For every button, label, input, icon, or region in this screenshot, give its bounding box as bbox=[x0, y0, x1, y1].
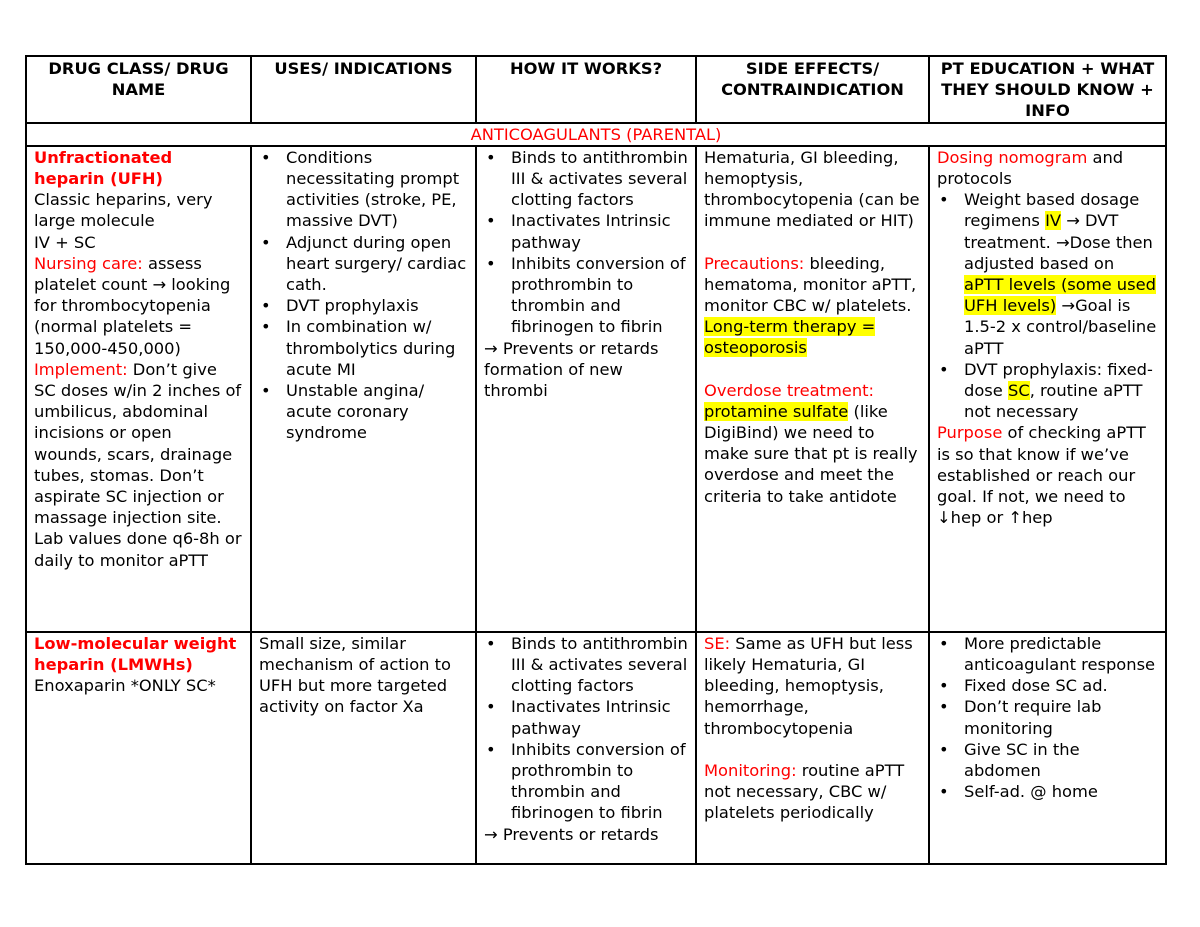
header-side-effects: SIDE EFFECTS/ CONTRAINDICATION bbox=[696, 56, 929, 123]
list-item: • Don’t require lab monitoring bbox=[937, 696, 1158, 738]
list-item: • Binds to antithrombin III & activates several clotting factors bbox=[484, 633, 688, 697]
ufh-overdose-label: Overdose treatment: bbox=[704, 380, 875, 400]
list-item: • In combination w/ thrombolytics during acute MI bbox=[259, 316, 468, 380]
edu-text: →Goal is 1.5-2 x control/baseline aPTT bbox=[964, 296, 1157, 358]
list-item: • Binds to antithrombin III & activates several clotting factors bbox=[484, 147, 688, 211]
ufh-purpose bbox=[937, 422, 1158, 528]
ufh-implement bbox=[34, 359, 243, 571]
list-item: • Give SC in the abdomen bbox=[937, 739, 1158, 781]
section-row bbox=[26, 123, 1166, 146]
ufh-how-list bbox=[484, 147, 688, 338]
edu-text: → DVT treatment. →Dose then adjusted based on bbox=[964, 211, 1153, 273]
header-row bbox=[26, 56, 1166, 123]
list-item: • Adjunct during open heart surgery/ cardiac cath. bbox=[259, 232, 468, 296]
ufh-how-cell bbox=[476, 146, 696, 632]
ufh-edu-intro bbox=[937, 147, 1158, 189]
lmwh-monitoring-text: routine aPTT not necessary, CBC w/ platelets periodically bbox=[704, 760, 905, 823]
ufh-route: IV + SC bbox=[34, 232, 96, 252]
ufh-purpose-label: Purpose bbox=[937, 423, 1003, 443]
lmwh-se-text: Same as UFH but less likely Hematuria, GI bleeding, hemoptysis, hemorrhage, thrombocytopenia bbox=[704, 633, 913, 738]
lmwh-edu-cell bbox=[929, 632, 1166, 864]
ufh-edu-label: Dosing nomogram bbox=[937, 147, 1088, 167]
lmwh-monitoring bbox=[704, 760, 921, 824]
ufh-se-text: Hematuria, GI bleeding, hemoptysis, thrombocytopenia (can be immune mediated or HIT) bbox=[704, 147, 920, 231]
lmwh-se bbox=[704, 633, 921, 739]
lmwh-se-cell bbox=[696, 632, 929, 864]
ufh-uses-cell bbox=[251, 146, 476, 632]
header-pt-education: PT EDUCATION + WHAT THEY SHOULD KNOW + INFO bbox=[929, 56, 1166, 123]
edu-text: , routine aPTT not necessary bbox=[964, 381, 1143, 422]
ufh-edu-cell bbox=[929, 146, 1166, 632]
lmwh-how-result: → Prevents or retards bbox=[484, 824, 659, 844]
ufh-precautions-text: bleeding, hematoma, monitor aPTT, monitor CBC w/ platelets. bbox=[704, 253, 917, 316]
header-uses: USES/ INDICATIONS bbox=[251, 56, 476, 123]
ufh-overdose-highlight: protamine sulfate bbox=[704, 401, 849, 421]
ufh-drug-cell bbox=[26, 146, 251, 632]
edu-highlight: IV bbox=[1045, 211, 1062, 231]
header-how: HOW IT WORKS? bbox=[476, 56, 696, 123]
edu-text: DVT prophylaxis: fixed-dose bbox=[964, 359, 1153, 401]
lmwh-monitoring-label: Monitoring: bbox=[704, 760, 797, 780]
edu-highlight: SC bbox=[1007, 381, 1030, 401]
list-item: • DVT prophylaxis bbox=[259, 295, 468, 316]
ufh-se-cell bbox=[696, 146, 929, 632]
ufh-edu-list bbox=[937, 189, 1158, 422]
ufh-desc: Classic heparins, very large molecule bbox=[34, 190, 213, 231]
header-drug-class: DRUG CLASS/ DRUG NAME bbox=[26, 56, 251, 123]
list-item: • Conditions necessitating prompt activities (stroke, PE, massive DVT) bbox=[259, 147, 468, 232]
ufh-uses-list bbox=[259, 147, 468, 444]
ufh-precautions bbox=[704, 253, 921, 359]
list-item: • Fixed dose SC ad. bbox=[937, 675, 1158, 696]
list-item: • Inactivates Intrinsic pathway bbox=[484, 210, 688, 252]
lmwh-row bbox=[26, 632, 1166, 864]
lmwh-how-cell bbox=[476, 632, 696, 864]
lmwh-desc: Enoxaparin *ONLY SC* bbox=[34, 676, 216, 696]
list-item: • Inhibits conversion of prothrombin to thrombin and fibrinogen to fibrin bbox=[484, 739, 688, 824]
lmwh-uses-cell bbox=[251, 632, 476, 864]
edu-highlight: aPTT levels (some used UFH levels) bbox=[964, 275, 1156, 316]
lmwh-edu-list bbox=[937, 633, 1158, 803]
lmwh-se-label: SE: bbox=[704, 633, 731, 653]
list-item: • Inhibits conversion of prothrombin to thrombin and fibrinogen to fibrin bbox=[484, 253, 688, 338]
lmwh-how-list bbox=[484, 633, 688, 824]
ufh-purpose-text: of checking aPTT is so that know if we’ve established or reach our goal. If not, we need to ↓hep or ↑hep bbox=[937, 423, 1146, 528]
ufh-precautions-highlight: Long-term therapy = osteoporosis bbox=[704, 317, 876, 358]
list-item: • More predictable anticoagulant response bbox=[937, 633, 1158, 675]
section-title: ANTICOAGULANTS (PARENTAL) bbox=[26, 123, 1166, 146]
ufh-overdose-text: (like DigiBind) we need to make sure that pt is really overdose and meet the criteria to take antidote bbox=[704, 401, 918, 506]
ufh-implement-label: Implement: bbox=[34, 359, 128, 379]
edu-text: Weight based dosage regimens bbox=[964, 190, 1140, 231]
ufh-implement-text: Don’t give SC doses w/in 2 inches of umbilicus, abdominal incisions or open wounds, scars, drainage tubes, stomas. Don’t aspirate SC injection or massage injection site. Lab values done q6-8h or daily to monitor aPTT bbox=[34, 359, 242, 570]
ufh-nursing bbox=[34, 253, 243, 359]
list-item: • Self-ad. @ home bbox=[937, 781, 1158, 802]
lmwh-uses-text: Small size, similar mechanism of action to UFH but more targeted activity on factor Xa bbox=[259, 633, 451, 717]
ufh-edu-text: and protocols bbox=[937, 147, 1124, 189]
list-item: • Unstable angina/ acute coronary syndrome bbox=[259, 380, 468, 444]
drug-table bbox=[25, 55, 1167, 865]
ufh-nursing-label: Nursing care: bbox=[34, 253, 143, 273]
lmwh-drug-cell bbox=[26, 632, 251, 864]
list-item: • Inactivates Intrinsic pathway bbox=[484, 696, 688, 738]
ufh-how-result: → Prevents or retards formation of new thrombi bbox=[484, 338, 659, 401]
ufh-nursing-text: assess platelet count → looking for thrombocytopenia (normal platelets = 150,000-450,000) bbox=[34, 253, 231, 358]
list-item bbox=[937, 189, 1158, 359]
list-item bbox=[937, 359, 1158, 423]
lmwh-name: Low-molecular weight heparin (LMWHs) bbox=[34, 633, 237, 675]
ufh-precautions-label: Precautions: bbox=[704, 253, 805, 273]
ufh-overdose bbox=[704, 401, 921, 507]
ufh-name: Unfractionated heparin (UFH) bbox=[34, 147, 173, 189]
ufh-row bbox=[26, 146, 1166, 632]
